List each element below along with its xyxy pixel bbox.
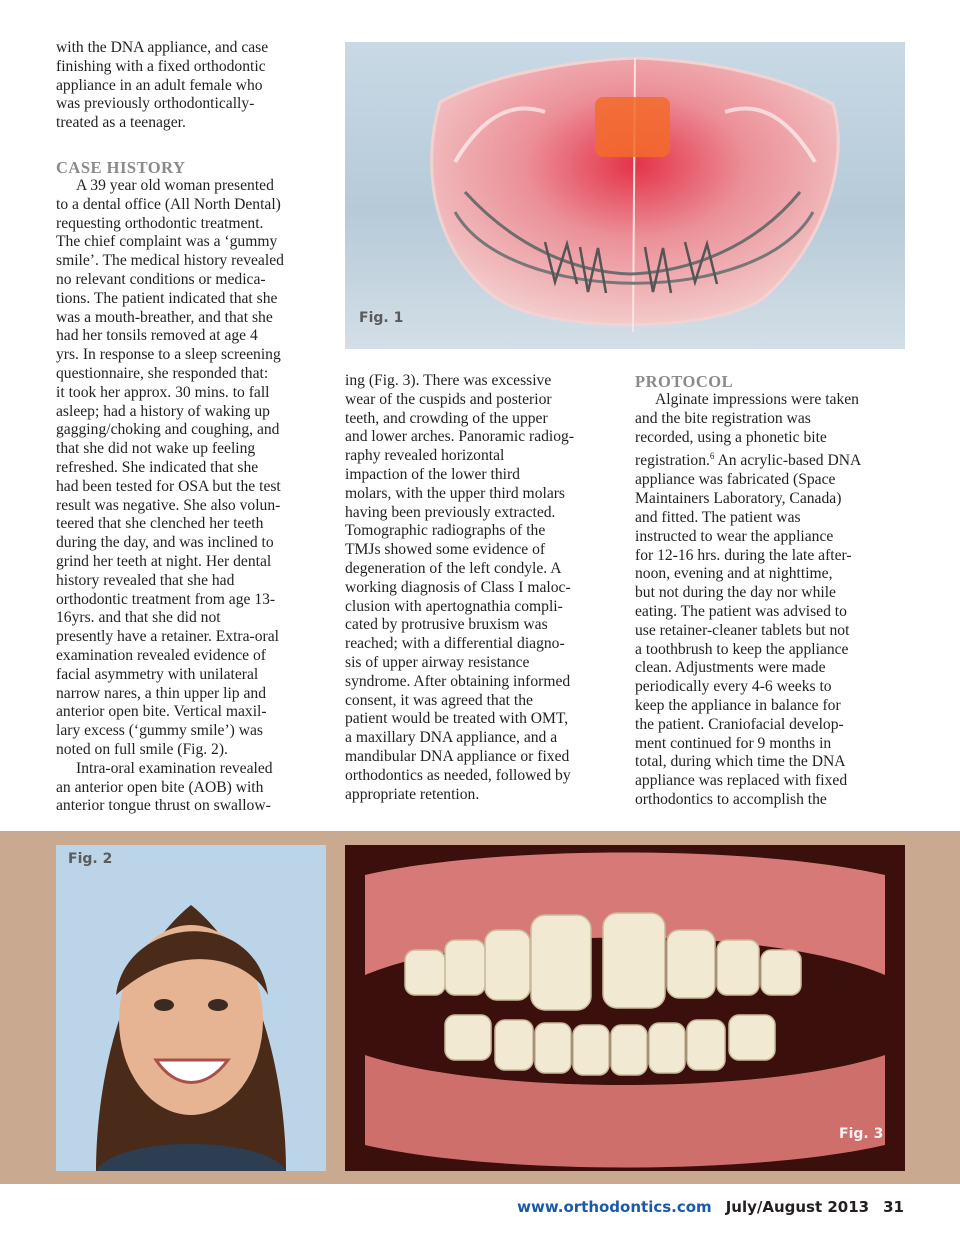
intro-paragraph [56, 39, 331, 133]
column-1-intro [56, 39, 331, 133]
text-line: orthodontic treatment from age 13- [56, 590, 276, 608]
text-line: A 39 year old woman presented [76, 177, 274, 194]
text-line: appliance was fabricated (Space [635, 471, 836, 489]
figure-3-label: Fig. 3 [839, 1126, 884, 1142]
text-line: but not during the day nor while [635, 584, 836, 602]
text-line: tions. The patient indicated that she [56, 289, 278, 307]
text-line: narrow nares, a thin upper lip and [56, 684, 267, 702]
text-line: presently have a retainer. Extra-oral [56, 628, 279, 646]
text-line: The chief complaint was a ‘gummy [56, 233, 278, 251]
text-line: and fitted. The patient was [635, 508, 801, 526]
protocol-paragraph [635, 391, 905, 810]
text-line: teered that she clenched her teeth [56, 515, 264, 533]
figure-1-appliance-photo [345, 42, 905, 349]
text-line: for 12-16 hrs. during the late after- [635, 546, 852, 564]
text-line: orthodontics to accomplish the [635, 790, 827, 808]
text-line: ment continued for 9 months in [635, 734, 832, 752]
text-line: recorded, using a phonetic bite [635, 428, 827, 446]
text-line: was a mouth-breather, and that she [56, 308, 273, 326]
teeth-illustration [345, 845, 905, 1171]
protocol-heading: PROTOCOL [635, 372, 734, 391]
column-2 [345, 372, 615, 804]
text-line: anterior tongue thrust on swallow- [56, 797, 271, 815]
text-line: appliance in an adult female who [56, 76, 263, 94]
text-line: An acrylic-based DNA [717, 452, 862, 470]
intraoral-paragraph [56, 760, 331, 816]
text-line: reached; with a differential diagno- [345, 635, 565, 653]
text-line: syndrome. After obtaining informed [345, 672, 571, 690]
text-line: 16yrs. and that she did not [56, 609, 221, 627]
text-line: anterior open bite. Vertical maxil- [56, 703, 267, 721]
text-line: having been previously extracted. [345, 503, 556, 521]
figure-2-label: Fig. 2 [68, 851, 113, 867]
text-line: asleep; had a history of waking up [56, 402, 270, 420]
text-line: Alginate impressions were taken [655, 391, 859, 408]
text-line: gagging/choking and coughing, and [56, 421, 280, 439]
text-line: it took her approx. 30 mins. to fall [56, 383, 270, 401]
text-line: lary excess (‘gummy smile’) was [56, 722, 263, 740]
text-line: Intra-oral examination revealed [76, 759, 273, 777]
text-line: refreshed. She indicated that she [56, 458, 259, 476]
text-line: had her tonsils removed at age 4 [56, 327, 258, 345]
text-line: teeth, and crowding of the upper [345, 409, 548, 427]
text-line: examination revealed evidence of [56, 646, 266, 664]
appliance-illustration [345, 42, 905, 349]
text-line: Tomographic radiographs of the [345, 522, 546, 540]
text-line: molars, with the upper third molars [345, 484, 566, 502]
page-footer [517, 1198, 904, 1216]
text-line: eating. The patient was advised to [635, 602, 847, 620]
text-line: yrs. In response to a sleep screening [56, 346, 281, 364]
text-line: finishing with a fixed orthodontic [56, 57, 266, 75]
text-line: working diagnosis of Class I maloc- [345, 578, 571, 596]
column-1-case-history [56, 143, 331, 816]
text-line: total, during which time the DNA [635, 753, 846, 771]
text-line: and lower arches. Panoramic radiog- [345, 428, 575, 446]
text-line: questionnaire, she responded that: [56, 364, 269, 382]
text-line: appliance was replaced with fixed [635, 772, 848, 790]
text-line: and the bite registration was [635, 409, 811, 427]
text-line: facial asymmetry with unilateral [56, 665, 259, 683]
text-line: result was negative. She also volun- [56, 496, 281, 514]
text-line: with the DNA appliance, and case [56, 39, 269, 56]
text-line: history revealed that she had [56, 571, 235, 589]
text-line: wear of the cuspids and posterior [345, 390, 552, 408]
text-line: the patient. Craniofacial develop- [635, 715, 844, 733]
footer-url-link[interactable]: www.orthodontics.com [517, 1198, 712, 1216]
text-line: was previously orthodontically- [56, 95, 255, 113]
text-line: instructed to wear the appliance [635, 527, 834, 545]
text-line: during the day, and was inclined to [56, 534, 274, 552]
text-line: TMJs showed some evidence of [345, 541, 546, 559]
case-history-paragraph [56, 177, 331, 760]
figure-3-intraoral-photo [345, 845, 905, 1171]
text-line: that she did not wake up feeling [56, 440, 256, 458]
case-history-heading: CASE HISTORY [56, 158, 186, 177]
text-line: noon, evening and at nighttime, [635, 565, 833, 583]
text-line: noted on full smile (Fig. 2). [56, 740, 228, 758]
text-line: impaction of the lower third [345, 465, 520, 483]
text-line: sis of upper airway resistance [345, 653, 530, 671]
text-line: clusion with apertognathia compli- [345, 597, 563, 615]
text-line: consent, it was agreed that the [345, 691, 533, 709]
text-line: degeneration of the left condyle. A [345, 559, 562, 577]
text-line: use retainer-cleaner tablets but not [635, 621, 850, 639]
text-line: raphy revealed horizontal [345, 447, 505, 465]
text-line: grind her teeth at night. Her dental [56, 552, 272, 570]
text-line: treated as a teenager. [56, 114, 186, 132]
text-line: an anterior open bite (AOB) with [56, 778, 264, 796]
text-line: no relevant conditions or medica- [56, 270, 266, 288]
text-line: cated by protrusive bruxism was [345, 616, 548, 634]
text-line: to a dental office (All North Dental) [56, 195, 281, 213]
text-line: appropriate retention. [345, 785, 480, 803]
text-line: periodically every 4-6 weeks to [635, 678, 832, 696]
text-line: ing (Fig. 3). There was excessive [345, 372, 552, 389]
text-line: keep the appliance in balance for [635, 696, 841, 714]
text-line: patient would be treated with OMT, [345, 710, 569, 728]
diagnosis-paragraph [345, 372, 615, 804]
page-number: 31 [883, 1198, 904, 1216]
column-3 [635, 372, 905, 810]
text-line: a maxillary DNA appliance, and a [345, 729, 558, 747]
figure-1-label: Fig. 1 [359, 310, 404, 326]
footnote-ref: 6 [709, 451, 715, 462]
text-line: Maintainers Laboratory, Canada) [635, 490, 842, 508]
text-line: clean. Adjustments were made [635, 659, 826, 677]
text-line: a toothbrush to keep the appliance [635, 640, 849, 658]
text-line: registration. [635, 452, 710, 470]
portrait-illustration [56, 845, 326, 1171]
text-line: had been tested for OSA but the test [56, 477, 281, 495]
text-line: requesting orthodontic treatment. [56, 214, 264, 232]
text-line: orthodontics as needed, followed by [345, 766, 571, 784]
footer-issue: July/August 2013 [725, 1198, 870, 1216]
figure-2-portrait-photo [56, 845, 326, 1171]
text-line: smile’. The medical history revealed [56, 252, 284, 270]
text-line: mandibular DNA appliance or fixed [345, 747, 570, 765]
